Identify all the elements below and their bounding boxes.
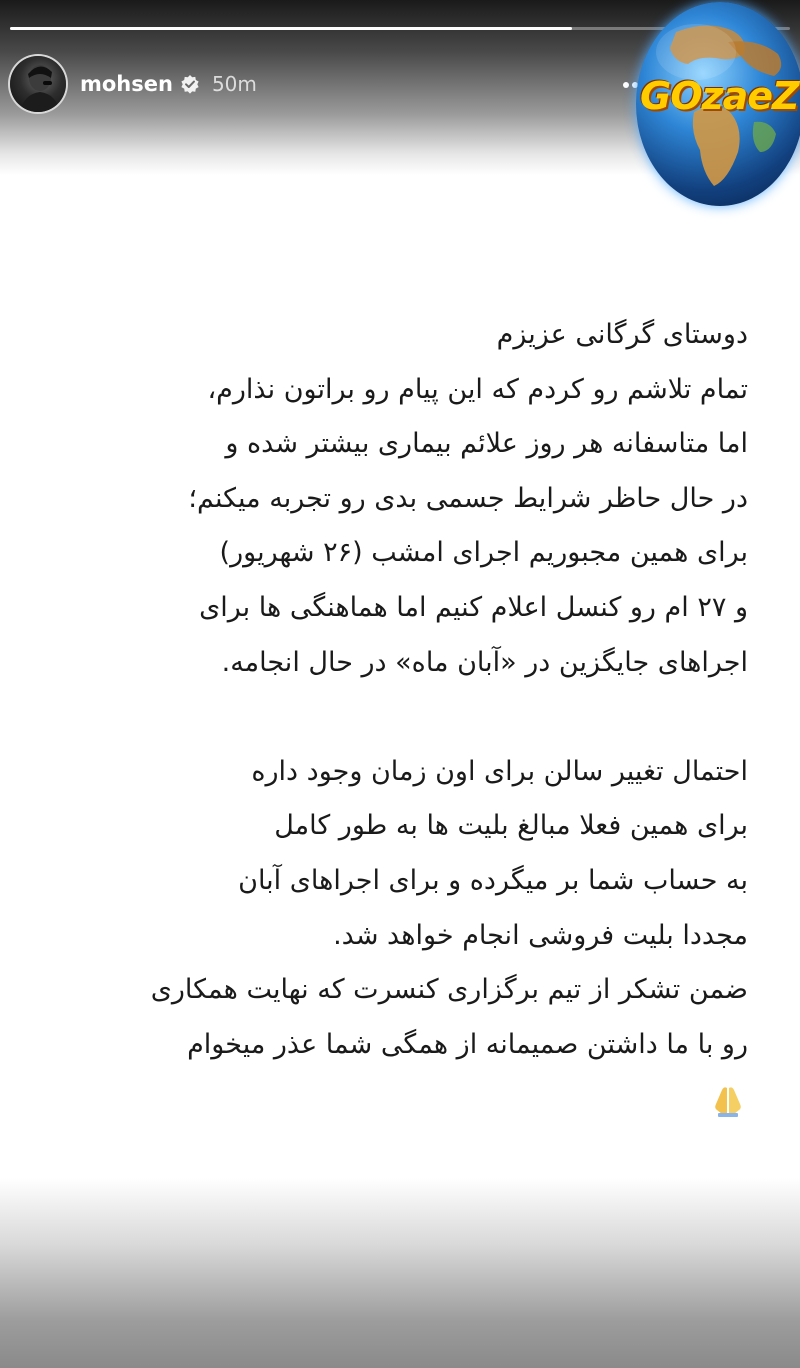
- watermark-text: GOzaeZ: [640, 74, 799, 118]
- globe-watermark-logo: [636, 2, 800, 206]
- message-line: برای همین فعلا مبالغ بلیت ها به طور کامل: [274, 810, 748, 842]
- story-progress-fill: [10, 27, 572, 30]
- bottom-gradient: [0, 1178, 800, 1368]
- story-message-text: [28, 308, 748, 1127]
- username[interactable]: mohsen: [80, 72, 173, 96]
- post-timestamp: 50m: [211, 72, 257, 96]
- message-line: در حال حاظر شرایط جسمی بدی رو تجربه میکنم؛: [188, 482, 748, 514]
- message-line: اما متاسفانه هر روز علائم بیماری بیشتر شده و: [225, 428, 748, 460]
- avatar[interactable]: [10, 56, 66, 112]
- verified-badge-icon: [180, 74, 200, 94]
- message-line: ضمن تشکر از تیم برگزاری کنسرت که نهایت همکاری: [150, 974, 748, 1006]
- message-line: تمام تلاشم رو کردم که این پیام رو براتون نذارم،: [207, 373, 748, 405]
- message-line: برای همین مجبوریم اجرای امشب (۲۶ شهریور): [219, 537, 748, 569]
- message-line: احتمال تغییر سالن برای اون زمان وجود داره: [251, 755, 748, 787]
- message-line: و ۲۷ ام رو کنسل اعلام کنیم اما هماهنگی ها برای: [199, 591, 748, 623]
- paragraph-gap: [28, 690, 748, 745]
- emoji-line: [28, 1072, 748, 1127]
- story-header[interactable]: [10, 56, 257, 112]
- message-line: اجراهای جایگزین در «آبان ماه» در حال انجامه.: [221, 646, 748, 678]
- message-line: رو با ما داشتن صمیمانه از همگی شما عذر میخوام: [187, 1028, 748, 1060]
- message-line: به حساب شما بر میگرده و برای اجراهای آبان: [238, 864, 748, 896]
- folded-hands-icon: [708, 1083, 748, 1117]
- message-line: مجددا بلیت فروشی انجام خواهد شد.: [333, 919, 748, 951]
- message-line: دوستای گرگانی عزیزم: [496, 319, 748, 350]
